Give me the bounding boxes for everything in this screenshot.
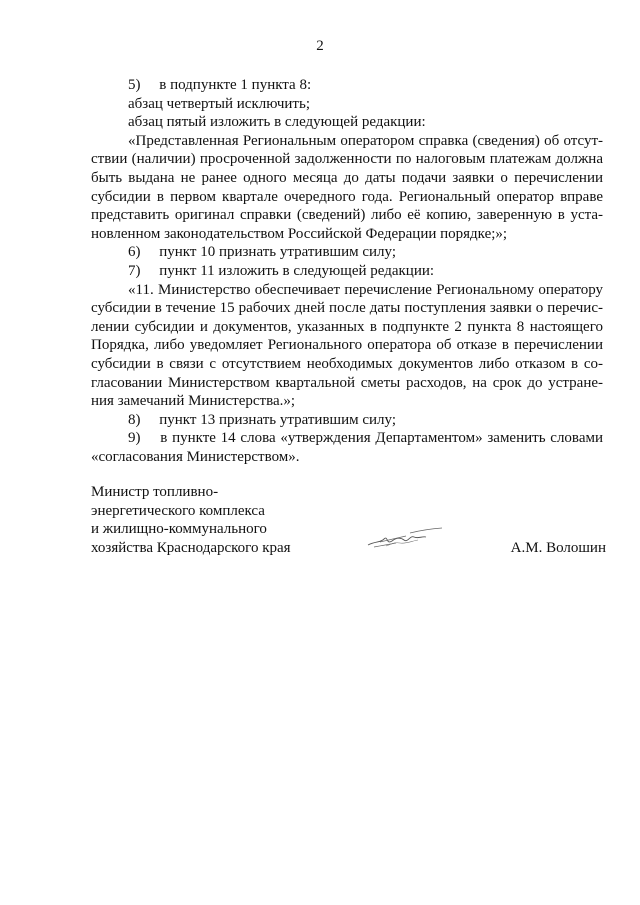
document-body	[91, 76, 603, 466]
paragraph-line: представить оригинал справки (сведений) либо её копию, заверенную в уста-	[91, 207, 603, 224]
signer-name: А.М. Волошин	[510, 539, 606, 556]
paragraph-line: ния замечаний Министерства.»;	[91, 393, 296, 410]
signature-block	[91, 483, 606, 557]
signer-title-line: хозяйства Краснодарского края	[91, 539, 291, 556]
paragraph-line: Порядка, либо уведомляет Регионального оператора об отказе в перечислении	[91, 337, 603, 354]
paragraph-line: 8) пункт 13 признать утратившим силу;	[128, 411, 397, 428]
signer-title-line: энергетического комплекса	[91, 502, 265, 519]
signer-title-line: и жилищно-коммунального	[91, 521, 267, 538]
paragraph-line: абзац пятый изложить в следующей редакции:	[128, 114, 426, 131]
paragraph-line: абзац четвертый исключить;	[128, 95, 310, 112]
paragraph-line: «Представленная Региональным оператором справка (сведения) об отсут-	[128, 132, 603, 149]
paragraph-line: субсидии в течение 15 рабочих дней после даты поступления заявки о перечис-	[91, 300, 603, 317]
paragraph-line: гласовании Министерством квартальной сметы расходов, на срок до устране-	[91, 374, 603, 391]
paragraph-line: «11. Министерство обеспечивает перечисление Региональному оператору	[128, 281, 603, 298]
paragraph-line: лении субсидии и документов, указанных в подпункте 2 пункта 8 настоящего	[91, 318, 603, 335]
paragraph-line: ствии (наличии) просроченной задолженности по налоговым платежам должна	[91, 151, 603, 168]
paragraph-line: «согласования Министерством».	[91, 448, 300, 465]
handwritten-signature-image	[366, 523, 446, 551]
paragraph-line: быть выдана не ранее одного месяца до даты подачи заявки о перечислении	[91, 169, 603, 186]
paragraph-line: субсидии в связи с отсутствием необходимых документов либо отказом в со-	[91, 355, 603, 372]
paragraph-line: 9) в пункте 14 слова «утверждения Департаментом» заменить словами	[128, 430, 603, 447]
paragraph-line: новленном законодательством Российской Федерации порядке;»;	[91, 225, 508, 242]
page-number: 2	[316, 38, 324, 54]
paragraph-line: 7) пункт 11 изложить в следующей редакции:	[128, 262, 435, 279]
paragraph-line: 6) пункт 10 признать утратившим силу;	[128, 244, 397, 261]
paragraph-line: 5) в подпункте 1 пункта 8:	[128, 77, 312, 93]
paragraph-line: субсидии в первом квартале очередного года. Региональный оператор вправе	[91, 188, 603, 205]
signer-title-line: Министр топливно-	[91, 484, 219, 500]
